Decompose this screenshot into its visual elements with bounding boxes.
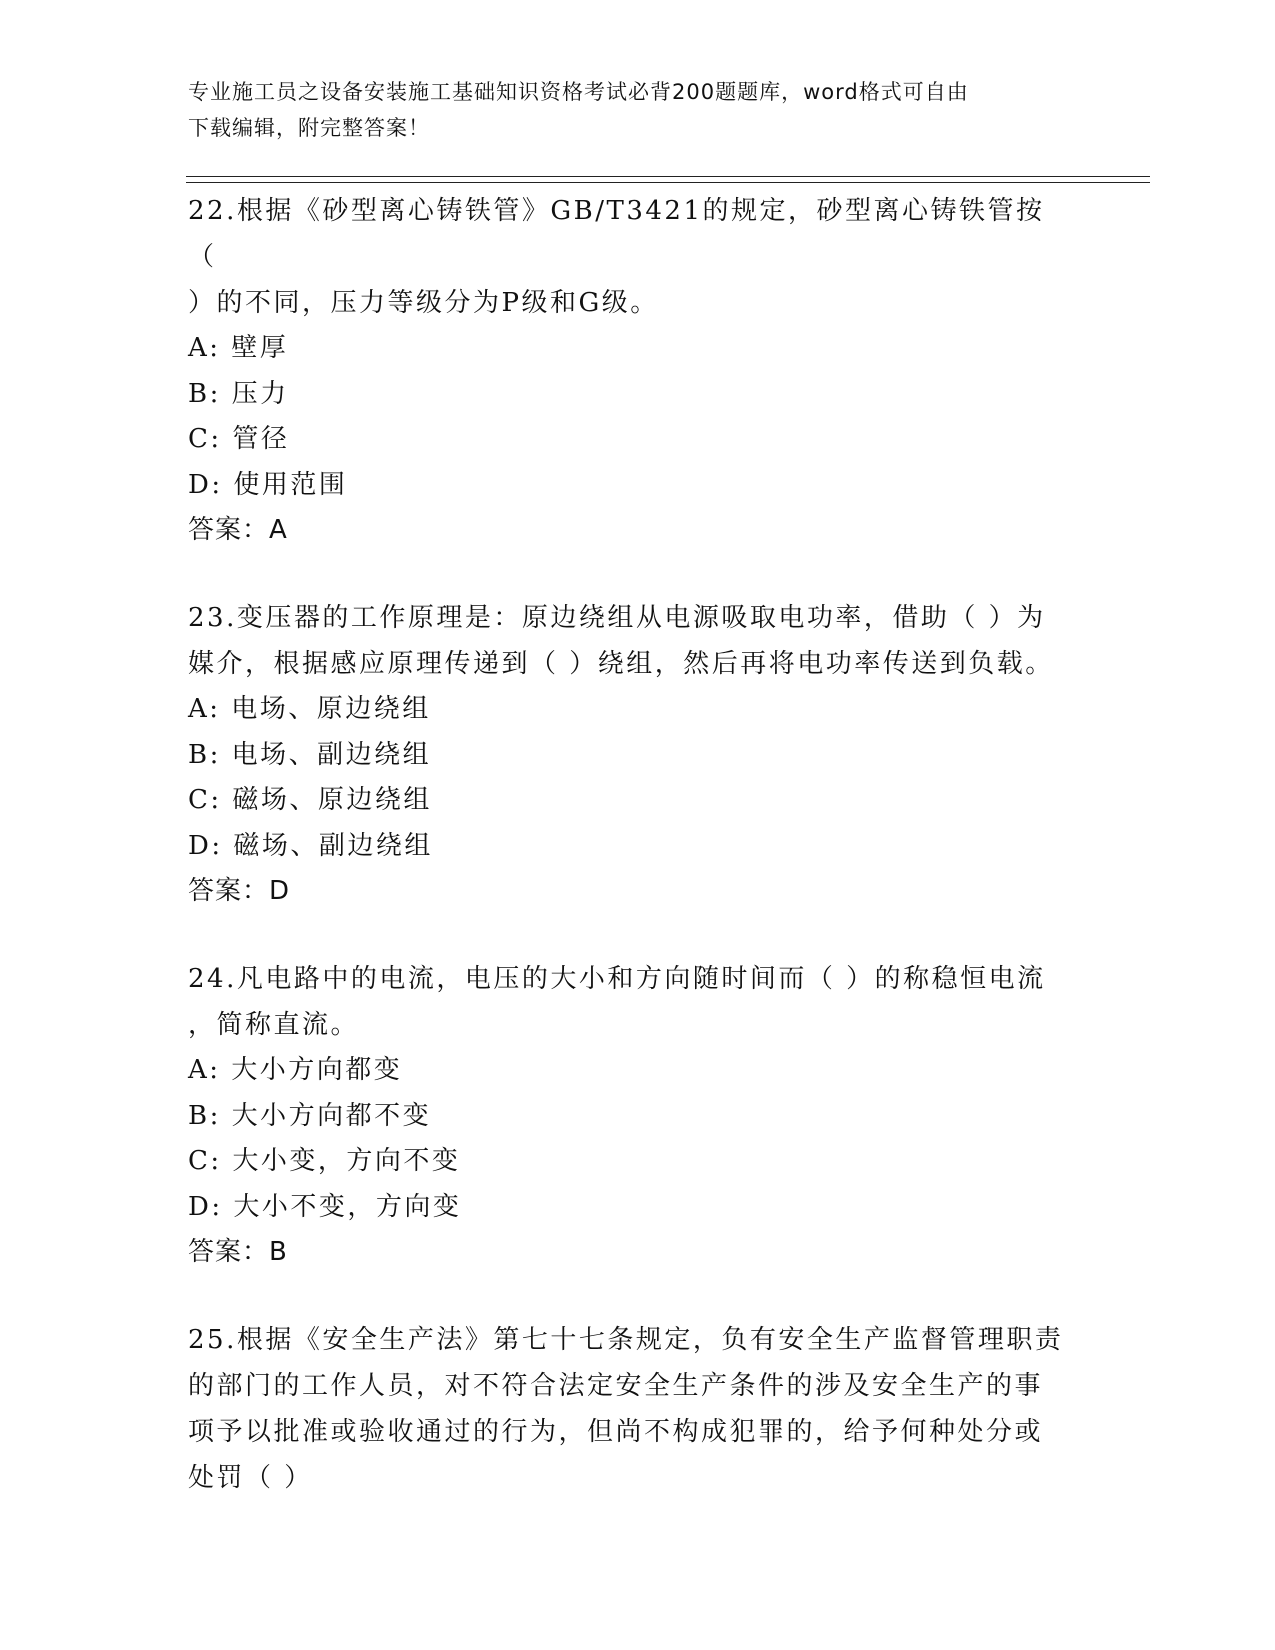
stem-line: 23.变压器的工作原理是：原边绕组从电源吸取电功率，借助（ ）为	[188, 603, 1046, 633]
question-stem	[188, 188, 1068, 326]
option-a: A: 大小方向都变	[188, 1055, 403, 1085]
option-d: D: 大小不变，方向变	[188, 1191, 462, 1222]
answer-line: 答案：B	[188, 1237, 288, 1267]
stem-line: 项予以批准或验收通过的行为，但尚不构成犯罪的，给予何种处分或	[188, 1417, 1044, 1447]
question-22	[188, 188, 1068, 553]
header-line-1: 专业施工员之设备安装施工基础知识资格考试必背200题题库，word格式可自由	[188, 80, 969, 104]
option-c: C: 磁场、原边绕组	[188, 785, 432, 815]
header-divider-top	[186, 176, 1150, 177]
option-a: A: 电场、原边绕组	[188, 694, 431, 724]
stem-line: 22.根据《砂型离心铸铁管》GB/T3421的规定，砂型离心铸铁管按（	[188, 196, 1045, 272]
stem-line: ）的不同，压力等级分为P级和G级。	[188, 288, 659, 318]
option-c: C: 管径	[188, 424, 290, 454]
option-a: A: 壁厚	[188, 333, 289, 363]
option-d: D: 使用范围	[188, 469, 348, 500]
option-d: D: 磁场、副边绕组	[188, 830, 433, 861]
question-stem	[188, 595, 1068, 687]
answer-line: 答案：A	[188, 515, 288, 545]
question-list	[188, 188, 1068, 1543]
question-24	[188, 956, 1068, 1275]
question-stem	[188, 956, 1068, 1048]
stem-line: 媒介，根据感应原理传递到（ ）绕组，然后再将电功率传送到负载。	[188, 649, 1054, 679]
option-b: B: 压力	[188, 378, 289, 409]
header-divider-bottom	[186, 182, 1150, 183]
question-25	[188, 1317, 1068, 1501]
stem-line: 25.根据《安全生产法》第七十七条规定，负有安全生产监督管理职责	[188, 1325, 1064, 1355]
question-stem	[188, 1317, 1068, 1501]
question-23	[188, 595, 1068, 914]
option-c: C: 大小变，方向不变	[188, 1146, 461, 1176]
option-b: B: 电场、副边绕组	[188, 739, 432, 770]
answer-line: 答案：D	[188, 876, 291, 906]
stem-line: 24.凡电路中的电流，电压的大小和方向随时间而（ ）的称稳恒电流	[188, 964, 1046, 994]
stem-line: 处罚（ ）	[188, 1463, 313, 1493]
option-b: B: 大小方向都不变	[188, 1100, 432, 1131]
document-header	[188, 74, 1088, 146]
header-line-2: 下载编辑，附完整答案！	[188, 116, 430, 140]
stem-line: 的部门的工作人员，对不符合法定安全生产条件的涉及安全生产的事	[188, 1371, 1044, 1401]
stem-line: ，简称直流。	[188, 1010, 360, 1040]
